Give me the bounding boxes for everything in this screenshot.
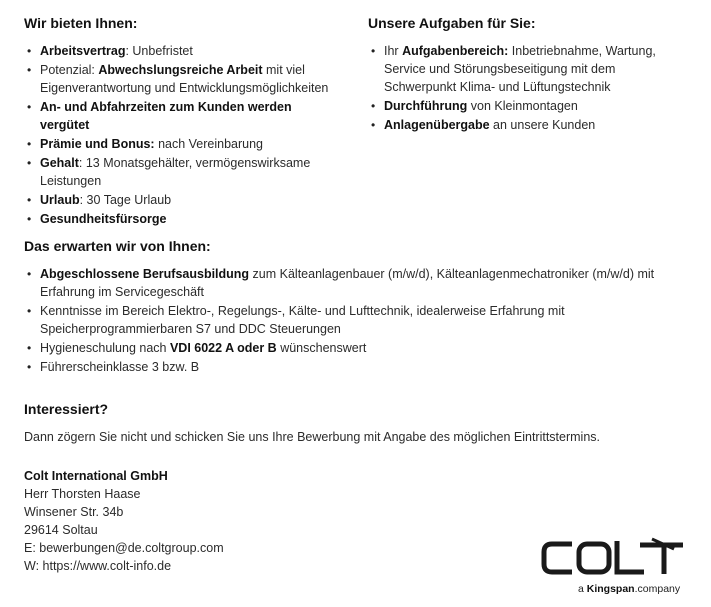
offer-section <box>24 14 344 229</box>
list-item-text: Inbetriebnahme, Wartung, Service und Störungsbeseitigung mit dem Schwerpunkt Klima- und Lüftungstechnik <box>384 44 656 94</box>
list-item <box>368 97 688 115</box>
list-item <box>368 116 688 134</box>
logo-tag-brand: Kingspan <box>586 583 635 595</box>
interest-text: Dann zögern Sie nicht und schicken Sie uns Ihre Bewerbung mit Angabe des möglichen Eintrittstermins. <box>24 430 601 444</box>
list-item-emphasis: VDI 6022 A oder B <box>169 341 277 355</box>
list-item-text: zum Kälteanlagenbauer (m/w/d), Kälteanlagenmechatroniker (m/w/d) mit Erfahrung im Servicegeschäft <box>40 267 655 299</box>
interest-section <box>24 400 694 446</box>
list-item <box>24 135 344 153</box>
list-item-emphasis: Durchführung <box>384 99 468 113</box>
list-item-text: Kenntnisse im Bereich Elektro-, Regelungs-, Kälte- und Lufttechnik, idealerweise Erfahrung mit Speicherprogrammierbaren S7 und DDC Steuerungen <box>40 304 565 336</box>
tasks-list <box>368 42 688 134</box>
contact-person: Herr Thorsten Haase <box>24 487 141 501</box>
list-item <box>24 154 344 190</box>
list-item <box>24 339 694 357</box>
expect-list <box>24 265 694 376</box>
list-item-emphasis: Gesundheitsfürsorge <box>40 212 167 226</box>
list-item <box>24 265 694 301</box>
offer-list <box>24 42 344 228</box>
list-item <box>24 61 344 97</box>
list-item-emphasis: Aufgabenbereich: <box>402 44 509 58</box>
expect-heading: Das erwarten wir von Ihnen: <box>24 238 211 254</box>
interest-heading: Interessiert? <box>24 401 109 417</box>
list-item <box>24 210 344 228</box>
company-name: Colt International GmbH <box>24 469 168 483</box>
list-item-emphasis: An- und Abfahrzeiten zum Kunden werden vergütet <box>40 100 292 132</box>
list-item <box>24 191 344 209</box>
list-item-emphasis: Arbeitsvertrag <box>40 44 126 58</box>
list-item-text: Ihr <box>384 44 403 58</box>
list-item-text: mit viel Eigenverantwortung und Entwicklungsmöglichkeiten <box>40 63 329 95</box>
list-item-emphasis: Urlaub <box>40 193 80 207</box>
list-item-text: Führerscheinklasse 3 bzw. B <box>40 360 200 374</box>
contact-city: 29614 Soltau <box>24 523 98 537</box>
list-item-text: von Kleinmontagen <box>467 99 578 113</box>
list-item <box>24 98 344 134</box>
logo-tag-post: .company <box>634 583 681 595</box>
list-item-text: : Unbefristet <box>125 44 193 58</box>
list-item-text: : 13 Monatsgehälter, vermögenswirksame Leistungen <box>40 156 311 188</box>
list-item <box>24 42 344 60</box>
contact-email[interactable]: E: bewerbungen@de.coltgroup.com <box>24 541 224 555</box>
list-item-emphasis: Gehalt <box>40 156 79 170</box>
list-item-text: : 30 Tage Urlaub <box>79 193 172 207</box>
list-item-emphasis: Abgeschlossene Berufsausbildung <box>40 267 250 281</box>
list-item <box>368 42 688 96</box>
contact-block <box>24 467 324 575</box>
list-item-emphasis: Anlagenübergabe <box>384 118 490 132</box>
list-item-text: nach Vereinbarung <box>154 137 264 151</box>
logo-tag-pre: a <box>578 583 587 595</box>
list-item <box>24 358 694 376</box>
expect-section <box>24 237 694 377</box>
offer-heading: Wir bieten Ihnen: <box>24 15 138 31</box>
colt-wordmark-icon <box>540 537 686 577</box>
list-item <box>24 302 694 338</box>
tasks-heading: Unsere Aufgaben für Sie: <box>368 15 536 31</box>
colt-logo <box>540 537 690 597</box>
list-item-emphasis: Prämie und Bonus: <box>40 137 155 151</box>
contact-street: Winsener Str. 34b <box>24 505 124 519</box>
list-item-text: an unsere Kunden <box>489 118 596 132</box>
logo-tagline <box>578 580 680 598</box>
list-item-text: wünschenswert <box>276 341 367 355</box>
contact-web[interactable]: W: https://www.colt-info.de <box>24 559 172 573</box>
list-item-emphasis: Abwechslungsreiche Arbeit <box>98 63 263 77</box>
tasks-section <box>368 14 688 135</box>
list-item-text: Hygieneschulung nach <box>40 341 170 355</box>
list-item-text: Potenzial: <box>40 63 99 77</box>
